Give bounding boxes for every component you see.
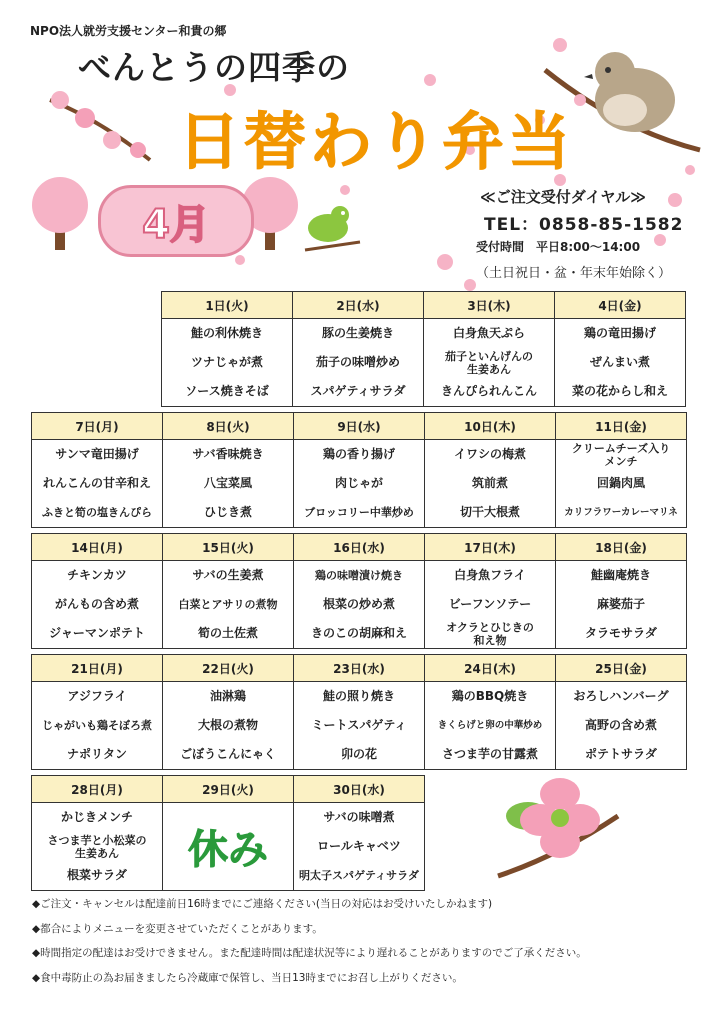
menu-item: きくらげと卵の中華炒め <box>437 720 543 731</box>
day-header: 17日(木) <box>425 534 555 561</box>
menu-item: 根菜サラダ <box>67 868 127 882</box>
day-column <box>162 655 293 769</box>
menu-item: 鶏の香り揚げ <box>322 447 395 461</box>
day-column <box>162 534 293 648</box>
day-header: 22日(火) <box>163 655 293 682</box>
menu-item: かじきメンチ <box>60 810 133 824</box>
menu-item: 油淋鶏 <box>209 689 246 703</box>
day-header: 29日(火) <box>163 776 293 803</box>
menu-item: ぜんまい煮 <box>589 355 650 369</box>
menu-item: さつま芋の甘露煮 <box>441 747 538 761</box>
day-header: 3日(木) <box>424 292 554 319</box>
day-header: 10日(木) <box>425 413 555 440</box>
day-header: 7日(月) <box>32 413 162 440</box>
day-header: 1日(火) <box>162 292 292 319</box>
day-header: 16日(水) <box>294 534 424 561</box>
menu-item: 白菜とアサリの煮物 <box>178 598 278 611</box>
menu-item: きのこの胡麻和え <box>310 626 407 640</box>
day-header: 11日(金) <box>556 413 686 440</box>
day-column <box>554 292 685 406</box>
day-column <box>293 655 424 769</box>
day-header: 9日(水) <box>294 413 424 440</box>
menu-item: 肉じゃが <box>334 476 383 490</box>
day-column <box>555 655 686 769</box>
day-column <box>162 292 292 406</box>
menu-item: 根菜の炒め煮 <box>322 597 395 611</box>
menu-item: 鮭の利休焼き <box>190 326 263 340</box>
day-column <box>555 413 686 527</box>
day-column <box>162 776 293 890</box>
day-header: 30日(水) <box>294 776 424 803</box>
menu-item: 茄子といんげんの 生姜あん <box>445 349 533 376</box>
menu-item: ごぼうこんにゃく <box>180 747 276 761</box>
week-1-table <box>161 291 686 407</box>
day-header: 8日(火) <box>163 413 293 440</box>
menu-item: タラモサラダ <box>585 626 657 640</box>
menu-item: ポテトサラダ <box>585 747 657 761</box>
menu-item: 鶏のBBQ焼き <box>451 689 529 703</box>
day-header: 15日(火) <box>163 534 293 561</box>
menu-item: 筑前煮 <box>471 476 508 490</box>
menu-item: ソース焼きそば <box>185 384 269 398</box>
menu-item: がんもの含め煮 <box>54 597 139 611</box>
day-column <box>293 413 424 527</box>
menu-item: 白身魚フライ <box>454 568 526 582</box>
menu-item: 明太子スパゲティサラダ <box>298 869 419 882</box>
note-line: ◆ご注文・キャンセルは配達前日16時までにご連絡ください(当日の対応はお受けいたしかねます) <box>32 898 493 910</box>
menu-item: ビーフンソテー <box>448 597 532 611</box>
menu-item: 回鍋肉風 <box>596 476 645 490</box>
day-column <box>32 776 162 890</box>
menu-item: クリームチーズ入り メンチ <box>571 441 671 468</box>
menu-item: れんこんの甘辛和え <box>42 476 151 490</box>
menu-item: 茄子の味噌炒め <box>315 355 400 369</box>
menu-item: 筍の土佐煮 <box>197 626 258 640</box>
menu-item: じゃがいも鶏そぼろ煮 <box>42 719 152 732</box>
menu-item: ひじき煮 <box>203 505 252 519</box>
order-phone-number[interactable]: TEL：0858-85-1582 <box>484 215 684 235</box>
menu-item: オクラとひじきの 和え物 <box>446 620 534 647</box>
order-hours: 受付時間 平日8:00〜14:00 <box>476 240 641 254</box>
menu-item: 白身魚天ぷら <box>452 326 525 340</box>
day-header: 18日(金) <box>556 534 686 561</box>
page-title: 日替わり弁当 <box>178 105 575 178</box>
day-column <box>423 292 554 406</box>
menu-item: ミートスパゲティ <box>311 718 407 732</box>
menu-item: ジャーマンポテト <box>49 626 145 640</box>
day-column <box>292 292 423 406</box>
closed-day-label: 休み <box>188 827 268 873</box>
menu-item: 大根の煮物 <box>197 718 258 732</box>
notes-list <box>32 892 587 990</box>
menu-item: さつま芋と小松菜の 生姜あん <box>47 833 147 860</box>
menu-item: 鮭幽庵焼き <box>590 568 651 582</box>
menu-item: 卯の花 <box>340 747 377 761</box>
menu-item: ふきと筍の塩きんぴら <box>42 506 152 519</box>
menu-item: チキンカツ <box>67 568 127 582</box>
week-3-table <box>31 533 687 649</box>
day-column <box>32 534 162 648</box>
menu-subtitle: べんとうの四季の <box>78 48 350 87</box>
menu-item: ナポリタン <box>66 747 127 761</box>
day-header: 21日(月) <box>32 655 162 682</box>
week-4-table <box>31 654 687 770</box>
note-line: ◆時間指定の配達はお受けできません。また配達時間は配達状況等により遅れることがありますのでご了承ください。 <box>32 947 587 959</box>
day-column <box>162 413 293 527</box>
day-column <box>424 413 555 527</box>
day-column <box>555 534 686 648</box>
menu-item: おろしハンバーグ <box>573 689 669 703</box>
day-header: 25日(金) <box>556 655 686 682</box>
day-header: 2日(水) <box>293 292 423 319</box>
menu-item: 八宝菜風 <box>203 476 252 490</box>
week-5-table <box>31 775 425 891</box>
day-header: 24日(木) <box>425 655 555 682</box>
dogwood-flower-icon <box>488 776 628 886</box>
order-dial-title: ≪ご注文受付ダイヤル≫ <box>480 188 646 206</box>
day-column <box>424 534 555 648</box>
menu-item: カリフラワーカレーマリネ <box>564 507 678 518</box>
menu-item: きんぴられんこん <box>440 384 537 398</box>
menu-item: アジフライ <box>67 689 127 703</box>
day-column <box>293 776 424 890</box>
menu-item: 菜の花からし和え <box>571 384 668 398</box>
menu-item: 豚の生姜焼き <box>321 326 394 340</box>
menu-item: ツナじゃが煮 <box>190 355 263 369</box>
menu-item: イワシの梅煮 <box>453 447 526 461</box>
menu-item: ロールキャベツ <box>317 839 401 853</box>
menu-item: サバの生姜煮 <box>192 568 264 582</box>
menu-item: 鶏の竜田揚げ <box>583 326 656 340</box>
day-header: 4日(金) <box>555 292 685 319</box>
menu-item: 高野の含め煮 <box>584 718 657 732</box>
day-column <box>32 655 162 769</box>
menu-item: 鶏の味噌漬け焼き <box>315 569 403 582</box>
white-eye-bird-icon <box>305 206 360 250</box>
menu-item: スパゲティサラダ <box>310 384 406 398</box>
day-header: 28日(月) <box>32 776 162 803</box>
day-header: 14日(月) <box>32 534 162 561</box>
day-header: 23日(水) <box>294 655 424 682</box>
day-column <box>32 413 162 527</box>
order-hours-note: （土日祝日・盆・年末年始除く） <box>476 266 672 281</box>
menu-item: 鮭の照り焼き <box>322 689 395 703</box>
note-line: ◆都合によりメニューを変更させていただくことがあります。 <box>32 922 323 935</box>
menu-item: サンマ竜田揚げ <box>55 447 139 461</box>
week-2-table <box>31 412 687 528</box>
menu-item: 麻婆茄子 <box>596 597 645 611</box>
menu-item: サバの味噌煮 <box>323 810 395 824</box>
day-column <box>293 534 424 648</box>
organization-name: NPO法人就労支援センター和貴の郷 <box>30 24 227 38</box>
cherry-tree-left-icon <box>32 177 88 250</box>
day-column <box>424 655 555 769</box>
month-badge: 4月 <box>98 185 254 257</box>
cherry-branch-left-icon <box>50 91 150 160</box>
menu-item: 切干大根煮 <box>459 505 520 519</box>
menu-item: ブロッコリー中華炒め <box>304 506 414 519</box>
note-line: ◆食中毒防止の為お届きましたら冷蔵庫で保管し、当日13時までにお召し上がりください。 <box>32 971 463 984</box>
menu-item: サバ香味焼き <box>192 447 264 461</box>
